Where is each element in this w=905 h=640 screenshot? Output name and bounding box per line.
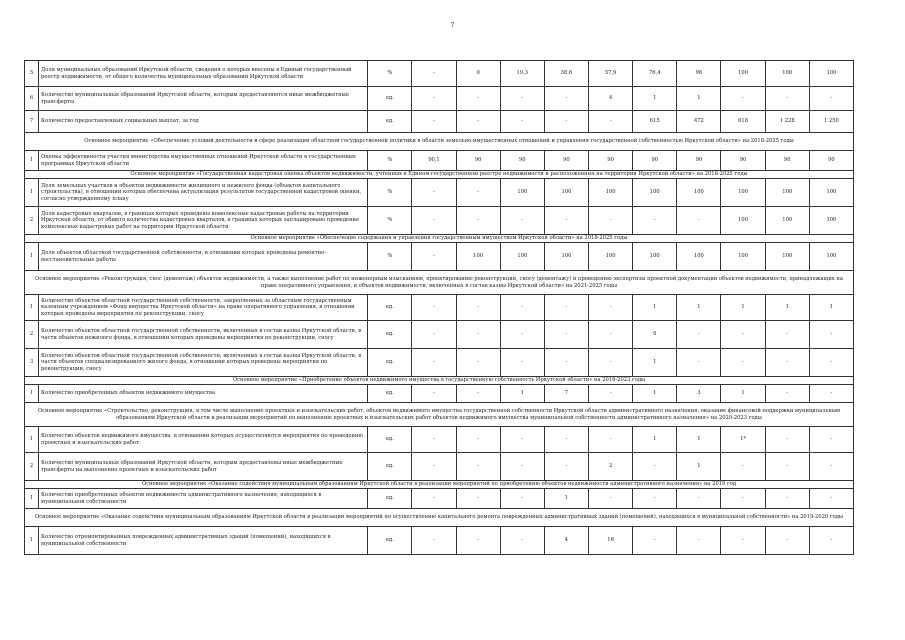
value-cell: - <box>809 489 853 509</box>
value-cell: - <box>456 427 500 453</box>
value-cell: - <box>500 349 544 377</box>
unit-cell: ед. <box>368 111 412 133</box>
value-cell: 6 <box>633 321 677 349</box>
value-cell: - <box>456 295 500 321</box>
value-cell: 1 <box>633 295 677 321</box>
value-cell: - <box>589 207 633 235</box>
value-cell: - <box>765 489 809 509</box>
value-cell: 100 <box>765 207 809 235</box>
table-row <box>25 489 854 509</box>
value-cell: - <box>809 427 853 453</box>
row-number: 1 <box>25 489 39 509</box>
value-cell: 1 <box>544 489 588 509</box>
value-cell: - <box>500 321 544 349</box>
value-cell: - <box>677 489 721 509</box>
value-cell: - <box>765 87 809 111</box>
value-cell: 1 <box>809 295 853 321</box>
value-cell: - <box>809 453 853 481</box>
value-cell: - <box>589 295 633 321</box>
value-cell: - <box>589 321 633 349</box>
section-title: Основное мероприятие «Приобретение объектов недвижимого имущества в государственную собственность Иркутской области» на 2018-2023 годы <box>25 377 854 385</box>
value-cell: - <box>809 349 853 377</box>
row-number: 1 <box>25 243 39 271</box>
value-cell: - <box>412 61 456 87</box>
row-number: 1 <box>25 295 39 321</box>
value-cell: 90 <box>589 151 633 171</box>
value-cell: - <box>633 207 677 235</box>
row-number: 2 <box>25 453 39 481</box>
value-cell: 615 <box>633 111 677 133</box>
value-cell: - <box>544 321 588 349</box>
value-cell: - <box>589 111 633 133</box>
indicator-name: Количество объектов областной государственной собственности, закрепленных за областным государственным казенным учреждением «Фонд имущества Иркутской области» на праве оперативного управления, в отношении которых проведены мероприятия по реконструкции, сносу <box>39 295 368 321</box>
table-row <box>25 61 854 87</box>
value-cell: - <box>721 321 765 349</box>
table-row <box>25 427 854 453</box>
indicator-name: Количество объектов недвижимого имущества, в отношении которых осуществляются мероприятия по проведению проектных и изыскательских работ <box>39 427 368 453</box>
table-row <box>25 385 854 403</box>
value-cell: - <box>589 489 633 509</box>
value-cell: 100 <box>721 179 765 207</box>
value-cell: - <box>544 207 588 235</box>
value-cell: - <box>677 527 721 555</box>
section-header-row <box>25 235 854 243</box>
value-cell: - <box>809 321 853 349</box>
value-cell: - <box>677 321 721 349</box>
value-cell: 100 <box>809 207 853 235</box>
value-cell: - <box>721 527 765 555</box>
value-cell: 100 <box>589 179 633 207</box>
value-cell: 90,1 <box>412 151 456 171</box>
indicator-name: Доля земельных участков и объектов недвижимости жилищного и нежилого фонда (объектов капитального строительства), в отношении которых обеспечена актуализация результатов государственной кадастровой оценки, согласно утвержденному плану <box>39 179 368 207</box>
unit-cell: ед. <box>368 385 412 403</box>
value-cell: - <box>412 427 456 453</box>
table-row <box>25 87 854 111</box>
value-cell: 1* <box>721 427 765 453</box>
value-cell: 90 <box>456 151 500 171</box>
value-cell: 1 <box>633 349 677 377</box>
value-cell: 90 <box>544 151 588 171</box>
value-cell: - <box>677 349 721 377</box>
section-header-row <box>25 377 854 385</box>
value-cell: - <box>456 349 500 377</box>
value-cell: - <box>765 453 809 481</box>
value-cell: - <box>412 87 456 111</box>
value-cell: 1 <box>633 427 677 453</box>
value-cell: - <box>765 427 809 453</box>
value-cell: 1 <box>721 295 765 321</box>
row-number: 2 <box>25 321 39 349</box>
table-row <box>25 207 854 235</box>
value-cell: 1 <box>633 385 677 403</box>
value-cell: 100 <box>500 243 544 271</box>
value-cell: - <box>412 349 456 377</box>
value-cell: - <box>456 179 500 207</box>
value-cell: - <box>456 87 500 111</box>
value-cell: 1 <box>633 87 677 111</box>
value-cell: - <box>456 321 500 349</box>
value-cell: 38,6 <box>544 61 588 87</box>
value-cell: - <box>633 489 677 509</box>
value-cell: 1 228 <box>765 111 809 133</box>
section-header-row <box>25 509 854 527</box>
section-header-row <box>25 271 854 295</box>
value-cell: - <box>544 111 588 133</box>
value-cell: 1 <box>677 295 721 321</box>
value-cell: - <box>765 527 809 555</box>
indicator-name: Количество муниципальных образований Иркутской области, которым предоставляются иные межбюджетные трансферты <box>39 87 368 111</box>
value-cell: 7 <box>544 385 588 403</box>
table-row <box>25 321 854 349</box>
value-cell: 90 <box>765 151 809 171</box>
value-cell: 100 <box>721 243 765 271</box>
row-number: 7 <box>25 111 39 133</box>
value-cell: 19,3 <box>500 61 544 87</box>
value-cell: - <box>500 453 544 481</box>
value-cell: 100 <box>544 179 588 207</box>
unit-cell: ед. <box>368 489 412 509</box>
value-cell: 100 <box>765 243 809 271</box>
table-row <box>25 295 854 321</box>
value-cell: - <box>765 321 809 349</box>
value-cell: 0 <box>456 61 500 87</box>
value-cell: 100 <box>677 243 721 271</box>
value-cell: - <box>589 427 633 453</box>
value-cell: - <box>721 489 765 509</box>
value-cell: - <box>412 453 456 481</box>
indicators-table <box>24 60 854 555</box>
section-header-row <box>25 481 854 489</box>
value-cell: - <box>412 243 456 271</box>
unit-cell: % <box>368 61 412 87</box>
value-cell: 4 <box>589 87 633 111</box>
value-cell: - <box>500 489 544 509</box>
section-title: Основное мероприятие «Оказание содействия муниципальным образованиям Иркутской области в реализации мероприятий по осуществлению капитального ремонта поврежденных административных зданий (помещений), находящихся в муниципальной собственности» на 2019-2020 годы <box>25 509 854 527</box>
value-cell: 90 <box>677 151 721 171</box>
row-number: 1 <box>25 427 39 453</box>
value-cell: 100 <box>633 179 677 207</box>
value-cell: - <box>721 87 765 111</box>
value-cell: - <box>412 295 456 321</box>
value-cell: - <box>809 87 853 111</box>
value-cell: - <box>412 321 456 349</box>
section-header-row <box>25 171 854 179</box>
value-cell: - <box>456 111 500 133</box>
unit-cell: % <box>368 151 412 171</box>
section-title: Основное мероприятие «Обеспечение условий деятельности в сфере реализации областной государственной политики в области земельно-имущественных отношений и управления государственной собственностью Иркутской области» на 2018-2025 годы <box>25 133 854 151</box>
value-cell: 472 <box>677 111 721 133</box>
row-number: 1 <box>25 151 39 171</box>
value-cell: 76,4 <box>633 61 677 87</box>
value-cell: - <box>456 385 500 403</box>
value-cell: - <box>500 207 544 235</box>
indicator-name: Количество объектов областной государственной собственности, включенных в состав казны Иркутской области, в части объектов специализированного жилого фонда, в отношении которых проведены мероприятия по реконструкции, сносу <box>39 349 368 377</box>
value-cell: - <box>456 207 500 235</box>
value-cell: 100 <box>677 179 721 207</box>
value-cell: - <box>412 111 456 133</box>
value-cell: - <box>412 207 456 235</box>
value-cell: 90 <box>721 151 765 171</box>
row-number: 3 <box>25 349 39 377</box>
value-cell: 4 <box>544 527 588 555</box>
indicator-name: Количество приобретенных объектов недвижимого имущества <box>39 385 368 403</box>
indicator-name: Количество отремонтированных поврежденных административных зданий (помещений), находящихся в муниципальной собственности <box>39 527 368 555</box>
table-row <box>25 243 854 271</box>
value-cell: 100 <box>765 179 809 207</box>
value-cell: 1 <box>500 385 544 403</box>
value-cell: - <box>765 349 809 377</box>
unit-cell: % <box>368 243 412 271</box>
indicator-name: Количество приобретенных объектов недвижимости административного назначения, находящихся в муниципальной собственности <box>39 489 368 509</box>
table-row <box>25 527 854 555</box>
value-cell: - <box>677 207 721 235</box>
value-cell: 100 <box>765 61 809 87</box>
value-cell: 100 <box>500 179 544 207</box>
unit-cell: ед. <box>368 321 412 349</box>
value-cell: 100 <box>809 61 853 87</box>
value-cell: 1 <box>677 427 721 453</box>
section-title: Основное мероприятие «Оказание содействия муниципальным образованиям Иркутской области в реализации мероприятий по приобретению объектов недвижимости административного назначения» на 2019 год <box>25 481 854 489</box>
value-cell: - <box>412 489 456 509</box>
value-cell: 100 <box>809 243 853 271</box>
value-cell: - <box>589 349 633 377</box>
indicator-name: Количество объектов областной государственной собственности, включенных в состав казны Иркутской области, в части объектов нежилого фонда, в отношении которых проведены мероприятия по реконструкции, сносу <box>39 321 368 349</box>
value-cell: - <box>500 527 544 555</box>
indicator-name: Доля муниципальных образований Иркутской области, сведения о которых внесены в Единый государственный реестр недвижимости, от общего количества муниципальных образований Иркутской области <box>39 61 368 87</box>
value-cell: - <box>589 385 633 403</box>
value-cell: 16 <box>589 527 633 555</box>
table-row <box>25 111 854 133</box>
value-cell: 100 <box>456 243 500 271</box>
value-cell: - <box>500 111 544 133</box>
value-cell: - <box>809 527 853 555</box>
unit-cell: ед. <box>368 295 412 321</box>
value-cell: - <box>456 489 500 509</box>
value-cell: - <box>456 453 500 481</box>
value-cell: 100 <box>721 207 765 235</box>
row-number: 1 <box>25 527 39 555</box>
section-header-row <box>25 133 854 151</box>
row-number: 2 <box>25 207 39 235</box>
section-title: Основное мероприятие «Строительство, реконструкция, в том числе выполнение проектных и изыскательских работ, объектов недвижимого имущества государственной собственности Иркутской области административного назначения, оказание финансовой поддержки муниципальным образованиям Иркутской области в реализации мероприятий по выполнению проектных и изыскательских работ объектов недвижимого имущества муниципальной собственности административного назначения» на 2020-2023 годы <box>25 403 854 427</box>
unit-cell: ед. <box>368 527 412 555</box>
value-cell: 100 <box>721 61 765 87</box>
value-cell: - <box>412 527 456 555</box>
value-cell: 96 <box>677 61 721 87</box>
value-cell: - <box>721 349 765 377</box>
value-cell: - <box>412 385 456 403</box>
unit-cell: ед. <box>368 349 412 377</box>
value-cell: 1 250 <box>809 111 853 133</box>
row-number: 5 <box>25 61 39 87</box>
value-cell: 100 <box>633 243 677 271</box>
value-cell: - <box>500 295 544 321</box>
value-cell: - <box>544 427 588 453</box>
unit-cell: % <box>368 179 412 207</box>
indicator-name: Доля кадастровых кварталов, в границах которых проведены комплексные кадастровые работы на территории Иркутской области, от общего количества кадастровых кварталов, в границах которых запланировано проведение комплексных кадастровых работ на территории Иркутской области <box>39 207 368 235</box>
table-row <box>25 151 854 171</box>
value-cell: - <box>809 385 853 403</box>
table-row <box>25 349 854 377</box>
value-cell: - <box>544 295 588 321</box>
value-cell: 90 <box>633 151 677 171</box>
unit-cell: ед. <box>368 427 412 453</box>
value-cell: - <box>412 179 456 207</box>
value-cell: 1 <box>677 453 721 481</box>
value-cell: - <box>633 453 677 481</box>
indicator-name: Доля объектов областной государственной собственности, в отношении которых проведены ремонтно-восстановительные работы <box>39 243 368 271</box>
value-cell: 1 <box>721 385 765 403</box>
value-cell: 1 <box>677 87 721 111</box>
section-title: Основное мероприятие «Государственная кадастровая оценка объектов недвижимости, учтенных в Едином государственном реестре недвижимости и расположенных на территории Иркутской области» на 2018-2025 годы <box>25 171 854 179</box>
value-cell: 57,9 <box>589 61 633 87</box>
value-cell: - <box>500 87 544 111</box>
row-number: 1 <box>25 179 39 207</box>
value-cell: - <box>721 453 765 481</box>
value-cell: - <box>544 349 588 377</box>
value-cell: - <box>544 453 588 481</box>
value-cell: - <box>765 385 809 403</box>
value-cell: 2 <box>589 453 633 481</box>
value-cell: - <box>544 87 588 111</box>
section-header-row <box>25 403 854 427</box>
row-number: 1 <box>25 385 39 403</box>
table-row <box>25 179 854 207</box>
value-cell: 100 <box>544 243 588 271</box>
value-cell: 90 <box>500 151 544 171</box>
table-body <box>25 61 854 555</box>
section-title: Основное мероприятие «Обеспечение содержания и управления государственным имуществом Иркутской области» на 2018-2025 годы <box>25 235 854 243</box>
table-row <box>25 453 854 481</box>
value-cell: - <box>633 527 677 555</box>
value-cell: - <box>500 427 544 453</box>
indicator-name: Количество муниципальных образований Иркутской области, которым предоставлены иные межбюджетные трансферты на выполнение проектных и изыскательских работ <box>39 453 368 481</box>
value-cell: 100 <box>809 179 853 207</box>
value-cell: - <box>456 527 500 555</box>
page-number: 7 <box>450 22 455 29</box>
unit-cell: % <box>368 207 412 235</box>
value-cell: 90 <box>809 151 853 171</box>
value-cell: 618 <box>721 111 765 133</box>
value-cell: 100 <box>589 243 633 271</box>
row-number: 6 <box>25 87 39 111</box>
section-title: Основное мероприятие «Реконструкция, снос (демонтаж) объектов недвижимости, а также выполнение работ по инженерным изысканиям, проектированию реконструкции, сносу (демонтажу) и проведению экспертизы проектной документации объектов недвижимости, принадлежащих на праве оперативного управления, и объектов недвижимости, включенных в состав казны Иркутской области» на 2021-2025 годы <box>25 271 854 295</box>
unit-cell: ед. <box>368 453 412 481</box>
value-cell: 3 <box>677 385 721 403</box>
value-cell: 1 <box>765 295 809 321</box>
unit-cell: ед. <box>368 87 412 111</box>
indicator-name: Количество предоставленных социальных выплат, за год <box>39 111 368 133</box>
indicator-name: Оценка эффективности участия министерства имущественных отношений Иркутской области в государственных программах Иркутской области <box>39 151 368 171</box>
